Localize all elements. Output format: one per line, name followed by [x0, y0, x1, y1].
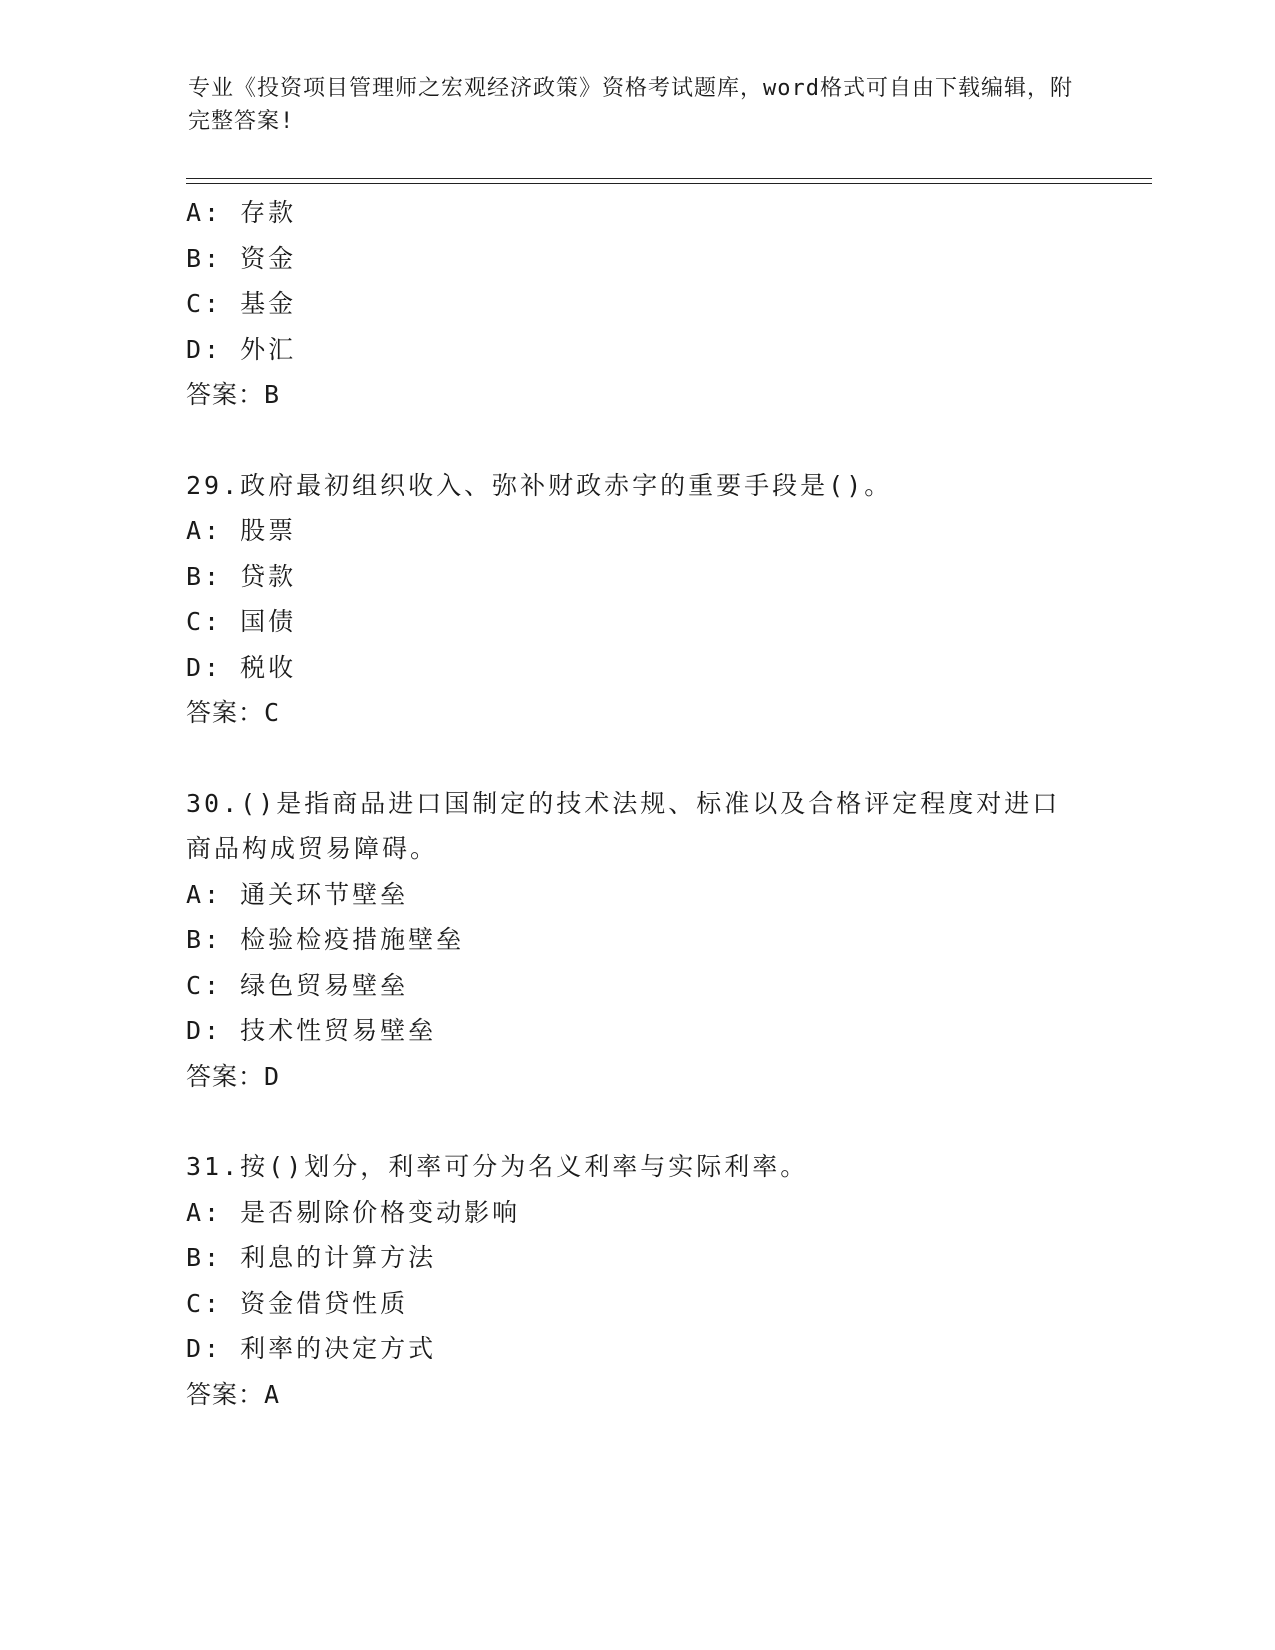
option-b: B: 资金: [186, 243, 297, 273]
question-list: [186, 190, 1146, 1417]
question-30: [186, 781, 1146, 1100]
question-text: 30.()是指商品进口国制定的技术法规、标准以及合格评定程度对进口商品构成贸易障碍。: [186, 788, 1061, 863]
option-c: C: 基金: [186, 289, 297, 318]
question-31: [186, 1144, 1146, 1417]
question-text: 31.按()划分，利率可分为名义利率与实际利率。: [186, 1152, 809, 1181]
header-rule-top: [186, 178, 1152, 179]
option-a: A: 是否剔除价格变动影响: [186, 1197, 521, 1227]
option-d: D: 技术性贸易壁垒: [186, 1016, 437, 1045]
document-header: 专业《投资项目管理师之宏观经济政策》资格考试题库，word格式可自由下载编辑，附完整答案!: [188, 76, 1073, 134]
option-b: B: 检验检疫措施壁垒: [186, 925, 465, 954]
option-d: D: 外汇: [186, 334, 297, 364]
option-b: B: 贷款: [186, 561, 297, 591]
partial-question: [186, 190, 1146, 418]
answer: 答案：D: [186, 1061, 281, 1091]
option-a: A: 股票: [186, 516, 297, 545]
answer: 答案：A: [186, 1379, 281, 1409]
option-d: D: 利率的决定方式: [186, 1334, 437, 1363]
option-c: C: 国债: [186, 607, 297, 636]
option-a: A: 通关环节壁垒: [186, 879, 409, 909]
answer: 答案：C: [186, 698, 281, 727]
option-c: C: 资金借贷性质: [186, 1288, 409, 1318]
option-a: A: 存款: [186, 198, 297, 227]
header-rule-bottom: [186, 183, 1152, 184]
question-text: 29.政府最初组织收入、弥补财政赤字的重要手段是()。: [186, 470, 893, 500]
option-c: C: 绿色贸易壁垒: [186, 970, 409, 1000]
question-29: [186, 463, 1146, 736]
answer: 答案：B: [186, 380, 281, 409]
option-d: D: 税收: [186, 652, 297, 682]
option-b: B: 利息的计算方法: [186, 1243, 437, 1272]
